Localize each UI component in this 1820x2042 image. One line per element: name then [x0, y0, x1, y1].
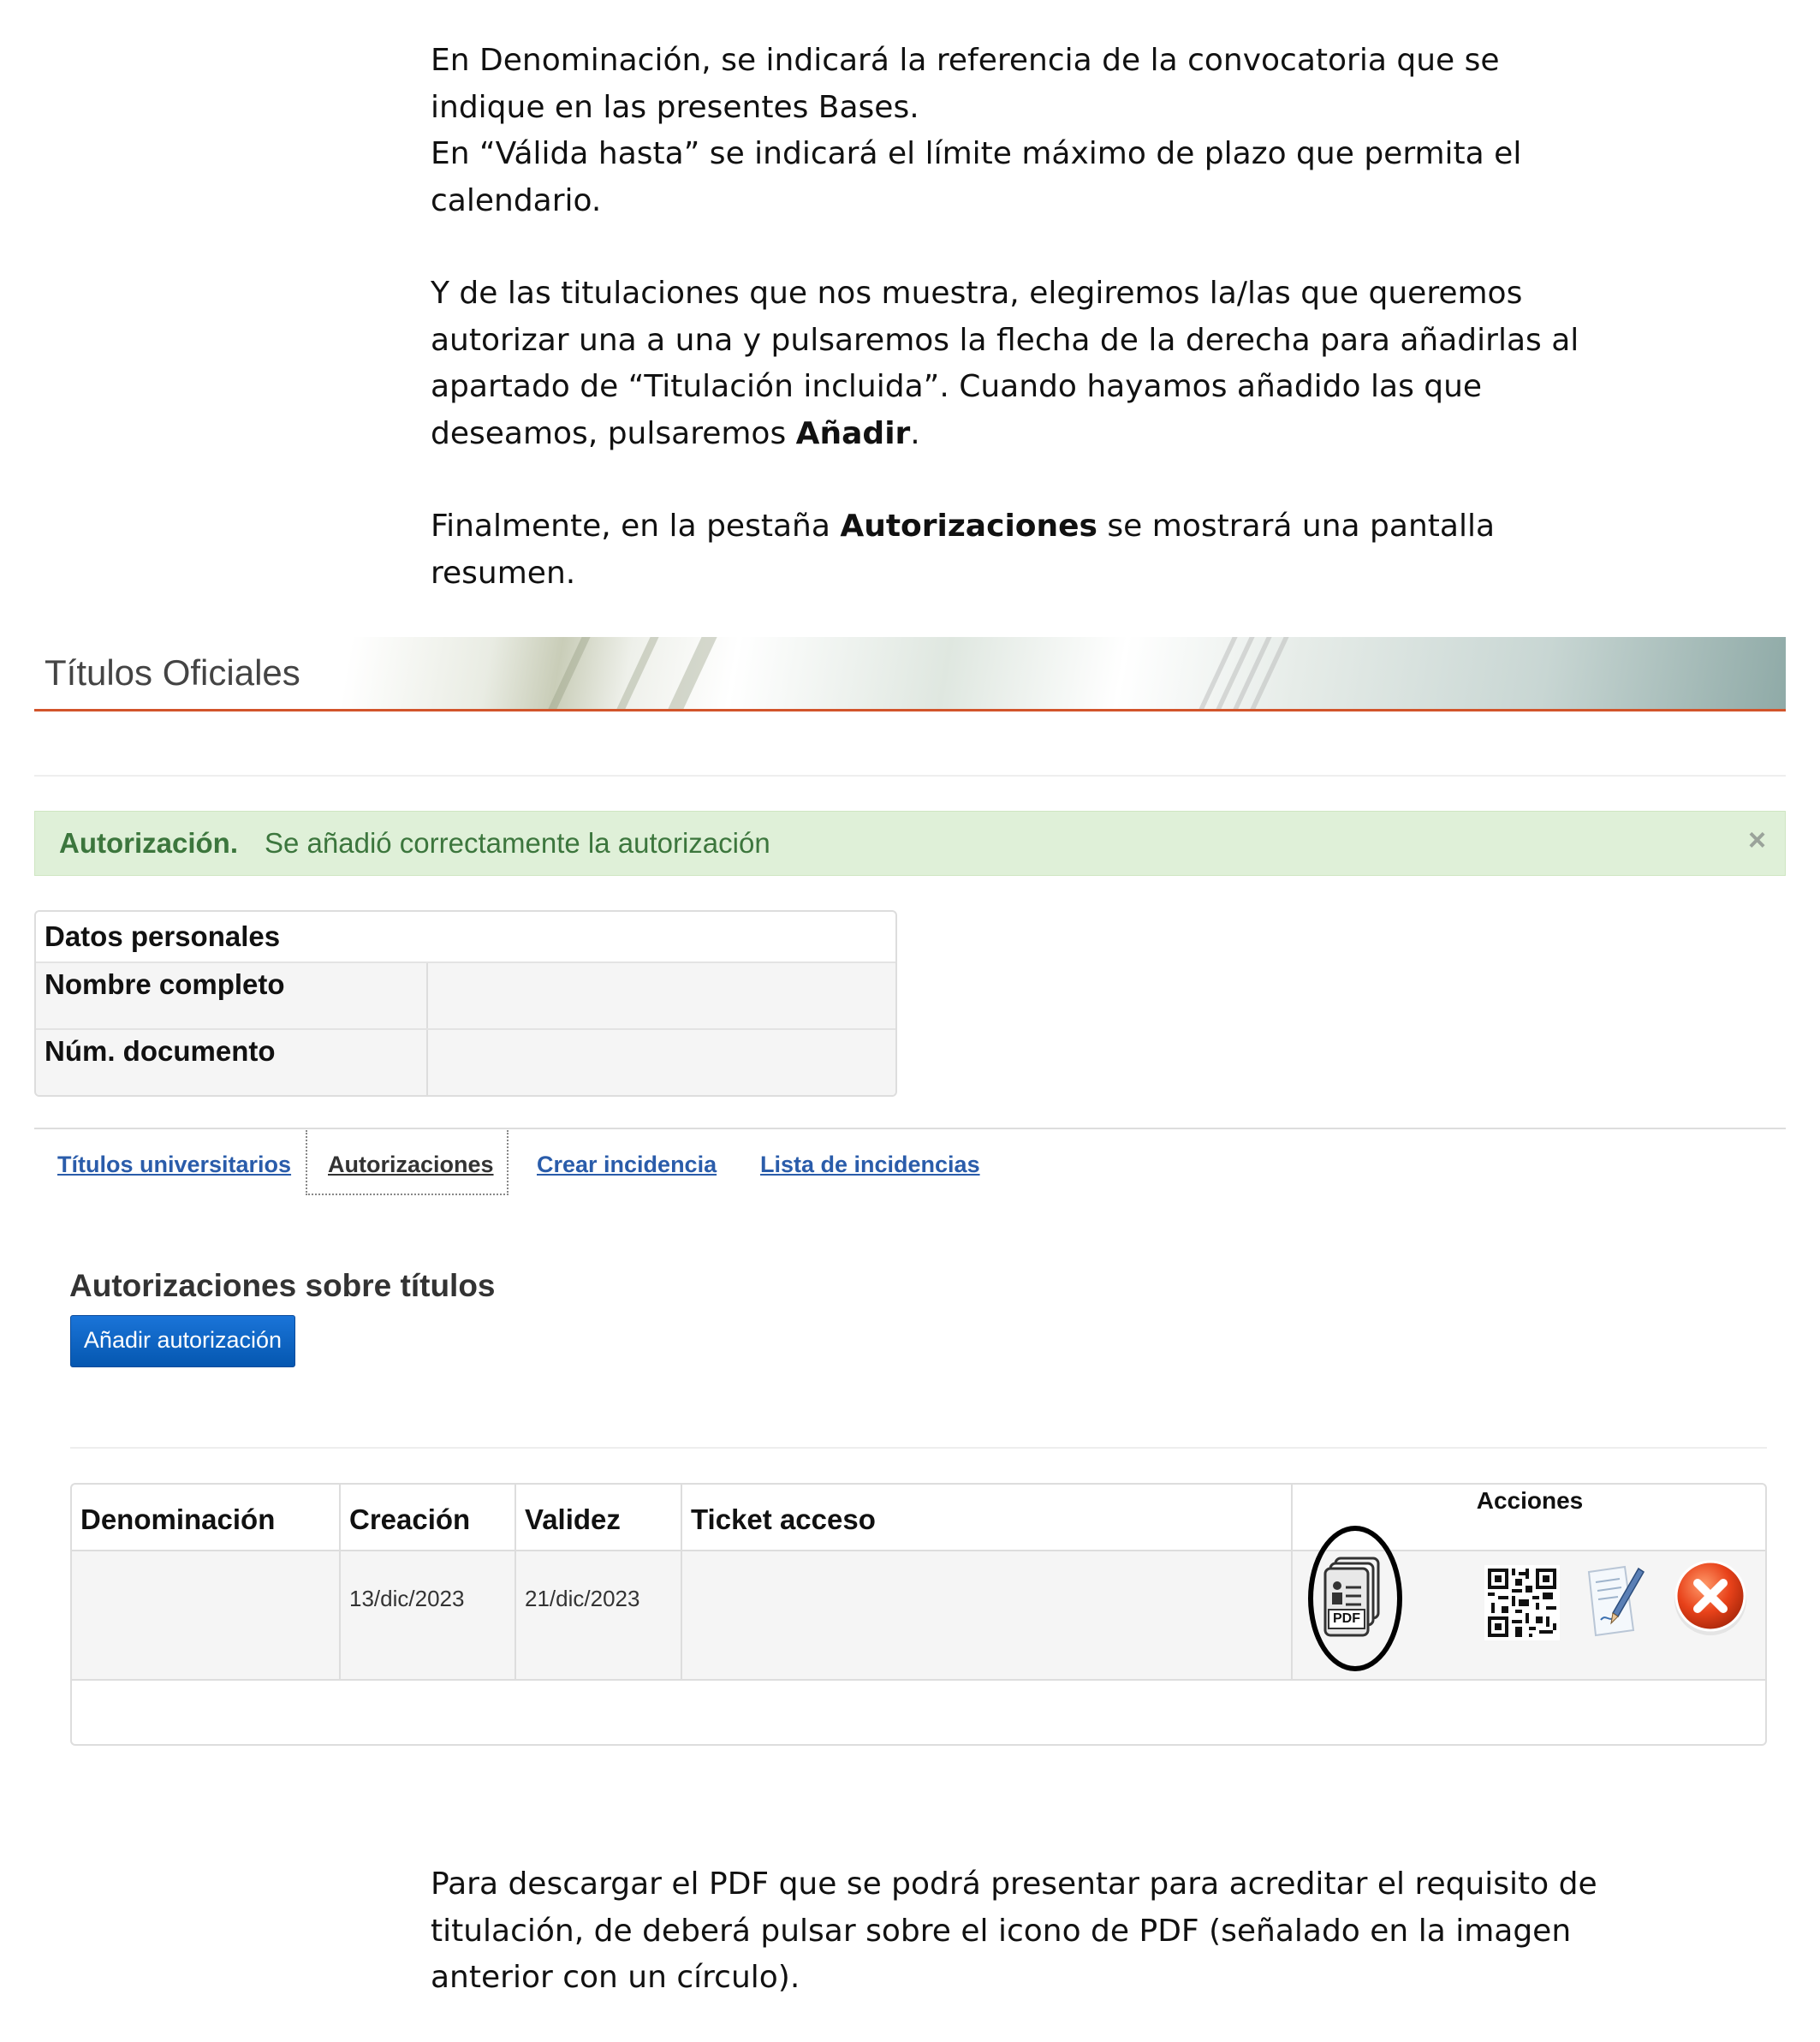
divider: [34, 775, 1786, 777]
column-header-creacion: Creación: [349, 1503, 471, 1535]
tabs-divider: [34, 1128, 1786, 1129]
cell-validez: 21/dic/2023: [525, 1586, 640, 1611]
name-value: [428, 963, 895, 1028]
instructions-top: [431, 38, 1612, 597]
paragraph-valida-hasta: En “Válida hasta” se indicará el límite máximo de plazo que permita el calendario.: [431, 136, 1522, 218]
paragraph-descargar-pdf: Para descargar el PDF que se podrá presentar para acreditar el requisito de titulación, de deberá pulsar sobre el icono de PDF (señalado en la imagen anterior con un círculo).: [431, 1866, 1597, 1995]
tab-lista-incidencias[interactable]: Lista de incidencias: [760, 1152, 980, 1177]
column-header-ticket: Ticket acceso: [691, 1503, 876, 1535]
paragraph-finalmente: Finalmente, en la pestaña Autorizaciones se mostrará una pantalla resumen.: [431, 509, 1496, 591]
tab-titulos-universitarios[interactable]: Títulos universitarios: [57, 1152, 292, 1177]
add-authorization-button[interactable]: Añadir autorización: [70, 1315, 295, 1367]
personal-data-panel: [34, 910, 897, 1097]
personal-row-document: [36, 1030, 895, 1095]
column-header-acciones: Acciones: [1476, 1487, 1584, 1514]
document-label: Núm. documento: [36, 1030, 428, 1095]
divider: [70, 1447, 1767, 1449]
name-label: Nombre completo: [36, 963, 428, 1028]
personal-row-name: [36, 963, 895, 1030]
document-value: [428, 1030, 895, 1095]
alert-message: Se añadió correctamente la autorización: [265, 827, 770, 859]
paragraph-denominacion: En Denominación, se indicará la referencia de la convocatoria que se indique en las presentes Bases.: [431, 43, 1500, 125]
paragraph-titulaciones: Y de las titulaciones que nos muestra, elegiremos la/las que queremos autorizar una a una y pulsaremos la flecha de la derecha para añadirlas al apartado de “Titulación incluida”. Cuando hayamos añadido las que deseamos, pulsaremos Añadir.: [431, 276, 1579, 451]
pdf-icon-label: PDF: [1333, 1611, 1360, 1626]
edit-document-icon[interactable]: [1580, 1563, 1650, 1640]
header-divider: [72, 1550, 1765, 1551]
row-divider: [72, 1679, 1765, 1681]
instructions-bottom: [431, 1861, 1612, 2002]
tab-crear-incidencia[interactable]: Crear incidencia: [537, 1152, 717, 1177]
delete-icon[interactable]: [1671, 1558, 1750, 1637]
personal-data-header: Datos personales: [36, 912, 895, 963]
app-title: Títulos Oficiales: [45, 652, 300, 693]
section-title: Autorizaciones sobre títulos: [69, 1268, 496, 1303]
highlight-circle: [1308, 1526, 1402, 1671]
cell-creacion: 13/dic/2023: [349, 1586, 465, 1611]
qr-code-icon[interactable]: [1484, 1565, 1560, 1640]
close-icon[interactable]: ×: [1747, 822, 1766, 857]
column-header-validez: Validez: [525, 1503, 621, 1535]
alert-title: Autorización.: [59, 827, 239, 859]
app-header-banner: [34, 637, 1786, 711]
column-header-denominacion: Denominación: [80, 1503, 276, 1535]
tab-autorizaciones[interactable]: Autorizaciones: [306, 1130, 509, 1195]
success-alert: [34, 811, 1786, 876]
